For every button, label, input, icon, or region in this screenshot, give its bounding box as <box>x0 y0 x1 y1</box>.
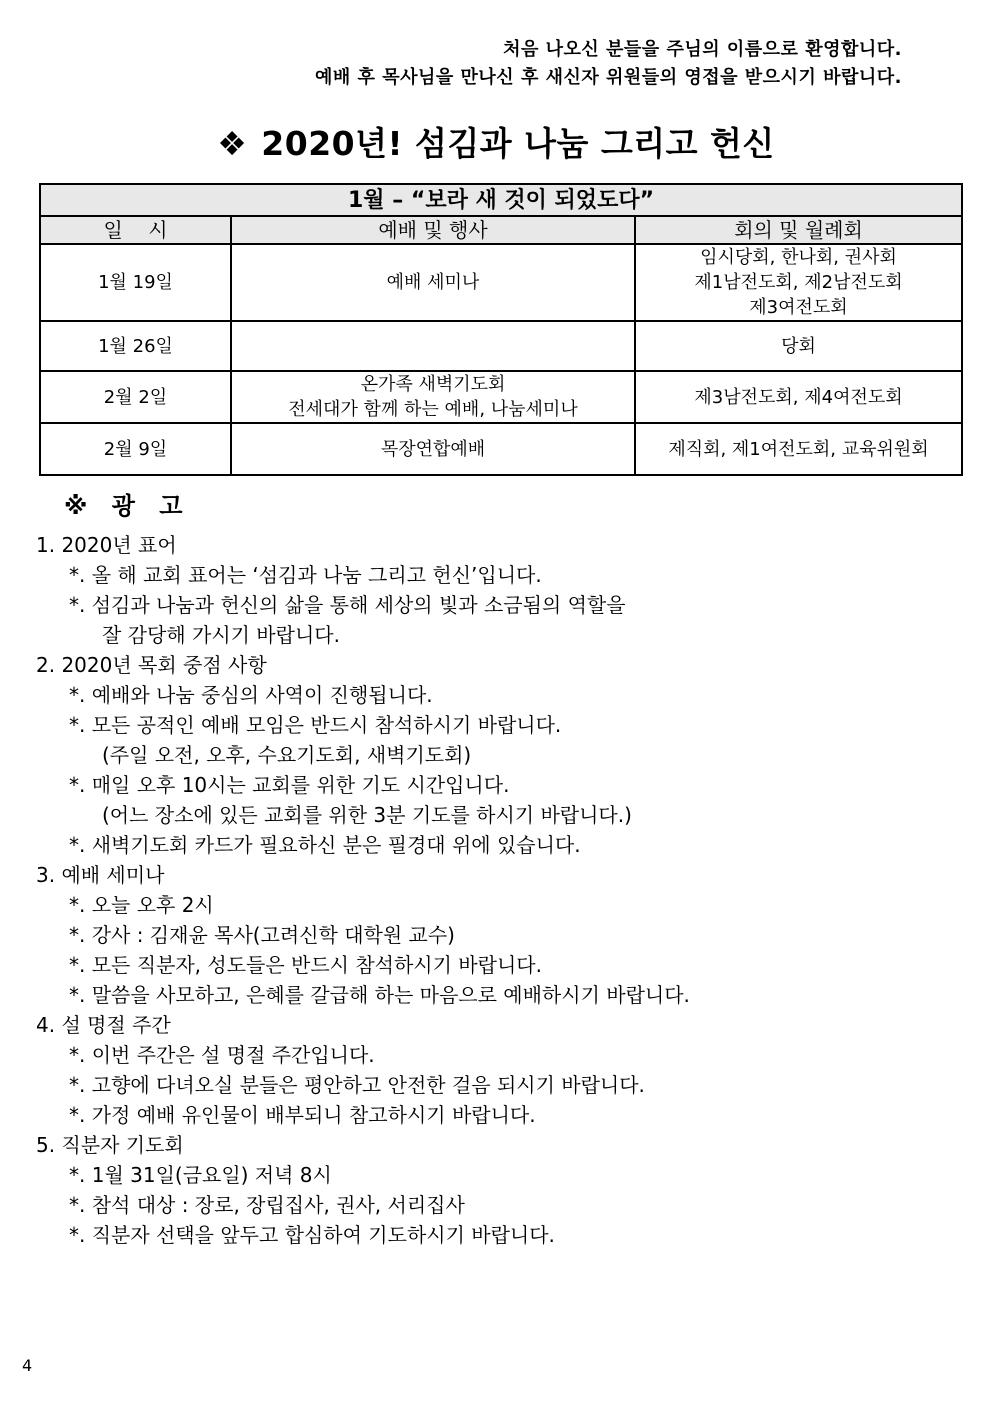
meeting-line: 제1남전도회, 제2남전도회 <box>694 272 903 293</box>
event-line: 온가족 새벽기도회 <box>360 374 506 395</box>
row-event <box>231 423 635 475</box>
notices-list <box>36 530 966 1250</box>
welcome-message <box>315 36 902 92</box>
meeting-line: 제3여전도회 <box>749 297 848 318</box>
notice-section-title: 5. 직분자 기도회 <box>36 1133 184 1157</box>
row-event <box>231 321 635 371</box>
notice-item-continued: (주일 오전, 오후, 수요기도회, 새벽기도회) <box>102 743 472 767</box>
notice-item: *. 매일 오후 10시는 교회를 위한 기도 시간입니다. <box>69 773 510 797</box>
notice-item: *. 올 해 교회 표어는 ‘섬김과 나눔 그리고 헌신’입니다. <box>69 563 542 587</box>
notice-item: *. 강사 : 김재윤 목사(고려신학 대학원 교수) <box>69 923 455 947</box>
row-event <box>231 371 635 423</box>
schedule-table <box>39 183 963 476</box>
notice-item: *. 가정 예배 유인물이 배부되니 참고하시기 바랍니다. <box>69 1103 536 1127</box>
notice-section-title: 3. 예배 세미나 <box>36 863 165 887</box>
table-row <box>40 423 962 475</box>
notice-item-continued: 잘 감당해 가시기 바랍니다. <box>102 623 340 647</box>
event-line: 전세대가 함께 하는 예배, 나눔세미나 <box>288 399 578 420</box>
table-row <box>40 244 962 321</box>
header-date: 일 시 <box>40 216 231 244</box>
notice-item: *. 참석 대상 : 장로, 장립집사, 권사, 서리집사 <box>69 1193 465 1217</box>
notice-item: *. 이번 주간은 설 명절 주간입니다. <box>69 1043 375 1067</box>
row-meeting <box>635 321 962 371</box>
event-line: 목장연합예배 <box>380 438 486 460</box>
row-date: 2월 9일 <box>40 423 231 475</box>
welcome-line-1: 처음 나오신 분들을 주님의 이름으로 환영합니다. <box>503 39 902 60</box>
header-event: 예배 및 행사 <box>231 216 635 244</box>
table-row <box>40 371 962 423</box>
notice-section-title: 1. 2020년 표어 <box>36 533 177 557</box>
notice-item: *. 새벽기도회 카드가 필요하신 분은 필경대 위에 있습니다. <box>69 833 581 857</box>
notice-item: *. 1월 31일(금요일) 저녁 8시 <box>69 1163 332 1187</box>
notice-item: *. 직분자 선택을 앞두고 합심하여 기도하시기 바랍니다. <box>69 1223 555 1247</box>
notice-section-title: 2. 2020년 목회 중점 사항 <box>36 653 267 677</box>
row-meeting <box>635 244 962 321</box>
notice-item: *. 고향에 다녀오실 분들은 평안하고 안전한 걸음 되시기 바랍니다. <box>69 1073 645 1097</box>
row-meeting <box>635 423 962 475</box>
meeting-line: 당회 <box>781 335 816 357</box>
page-number: 4 <box>22 1356 33 1375</box>
notice-item: *. 섬김과 나눔과 헌신의 삶을 통해 세상의 빛과 소금됨의 역할을 <box>69 593 626 617</box>
page-title <box>0 118 992 165</box>
row-event <box>231 244 635 321</box>
notices-heading: ※ 광 고 <box>64 492 191 520</box>
meeting-line: 임시당회, 한나회, 권사회 <box>700 247 897 268</box>
notice-item: *. 모든 직분자, 성도들은 반드시 참석하시기 바랍니다. <box>69 953 542 977</box>
row-date: 1월 19일 <box>40 244 231 321</box>
notice-item-continued: (어느 장소에 있든 교회를 위한 3분 기도를 하시기 바랍니다.) <box>102 803 632 827</box>
notice-section-title: 4. 설 명절 주간 <box>36 1013 171 1037</box>
event-line: 예배 세미나 <box>386 272 480 293</box>
page-title-text: 2020년! 섬김과 나눔 그리고 헌신 <box>261 124 775 163</box>
notice-item: *. 모든 공적인 예배 모임은 반드시 참석하시기 바랍니다. <box>69 713 562 737</box>
meeting-line: 제직회, 제1여전도회, 교육위원회 <box>668 438 929 460</box>
welcome-line-2: 예배 후 목사님을 만나신 후 새신자 위원들의 영접을 받으시기 바랍니다. <box>315 67 902 88</box>
notice-item: *. 오늘 오후 2시 <box>69 893 214 917</box>
row-meeting <box>635 371 962 423</box>
row-date: 2월 2일 <box>40 371 231 423</box>
diamond-icon: ❖ <box>217 124 248 163</box>
meeting-line: 제3남전도회, 제4여전도회 <box>694 386 903 408</box>
row-date: 1월 26일 <box>40 321 231 371</box>
header-meeting: 회의 및 월례회 <box>635 216 962 244</box>
schedule-banner: 1월 – “보라 새 것이 되었도다” <box>40 184 962 216</box>
notice-item: *. 말씀을 사모하고, 은혜를 갈급해 하는 마음으로 예배하시기 바랍니다. <box>69 983 690 1007</box>
notice-item: *. 예배와 나눔 중심의 사역이 진행됩니다. <box>69 683 433 707</box>
table-row <box>40 321 962 371</box>
